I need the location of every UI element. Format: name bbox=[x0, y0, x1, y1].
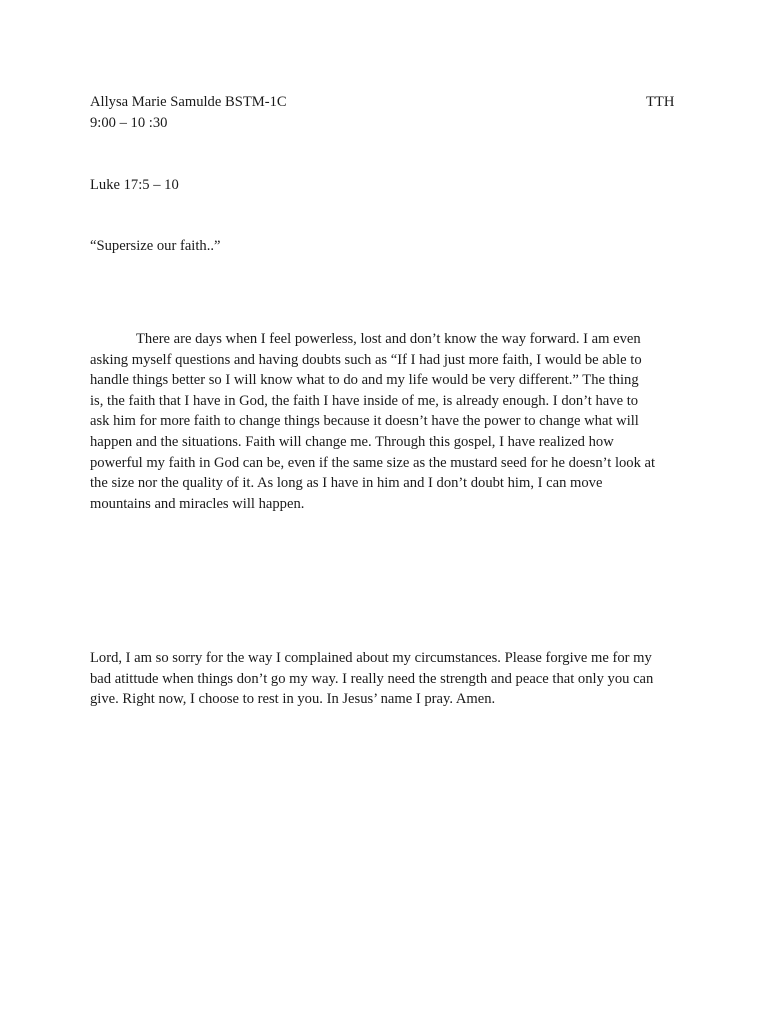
schedule-days: TTH bbox=[646, 94, 675, 110]
schedule-time: 9:00 – 10 :30 bbox=[90, 115, 168, 131]
reflection-line: ask him for more faith to change things because it doesn’t have the power to change what will bbox=[90, 413, 639, 430]
prayer-paragraph bbox=[90, 648, 690, 710]
student-name: Allysa Marie Samulde BSTM-1C bbox=[90, 94, 287, 110]
reflection-paragraph bbox=[90, 329, 690, 514]
reflection-title: “Supersize our faith..” bbox=[90, 238, 221, 254]
reflection-line: There are days when I feel powerless, lost and don’t know the way forward. I am even bbox=[136, 331, 641, 347]
prayer-line: Lord, I am so sorry for the way I complained about my circumstances. Please forgive me for my bbox=[90, 650, 652, 666]
reflection-line: mountains and miracles will happen. bbox=[90, 495, 305, 512]
reflection-line: is, the faith that I have in God, the faith I have inside of me, is already enough. I don’t have to bbox=[90, 392, 639, 409]
prayer-line: bad atittude when things don’t go my way. I really need the strength and peace that only you can bbox=[90, 670, 654, 687]
reflection-line: the size nor the quality of it. As long as I have in him and I don’t doubt him, I can move bbox=[90, 475, 603, 492]
scripture-reference: Luke 17:5 – 10 bbox=[90, 177, 179, 193]
prayer-line: give. Right now, I choose to rest in you. In Jesus’ name I pray. Amen. bbox=[90, 691, 496, 708]
reflection-line: handle things better so I will know what to do and my life would be very different.” The thing bbox=[90, 372, 639, 389]
reflection-line: asking myself questions and having doubts such as “If I had just more faith, I would be able to bbox=[90, 351, 642, 368]
reflection-line: powerful my faith in God can be, even if the same size as the mustard seed for he doesn’t look at bbox=[90, 454, 656, 471]
reflection-line: happen and the situations. Faith will change me. Through this gospel, I have realized how bbox=[90, 433, 614, 450]
